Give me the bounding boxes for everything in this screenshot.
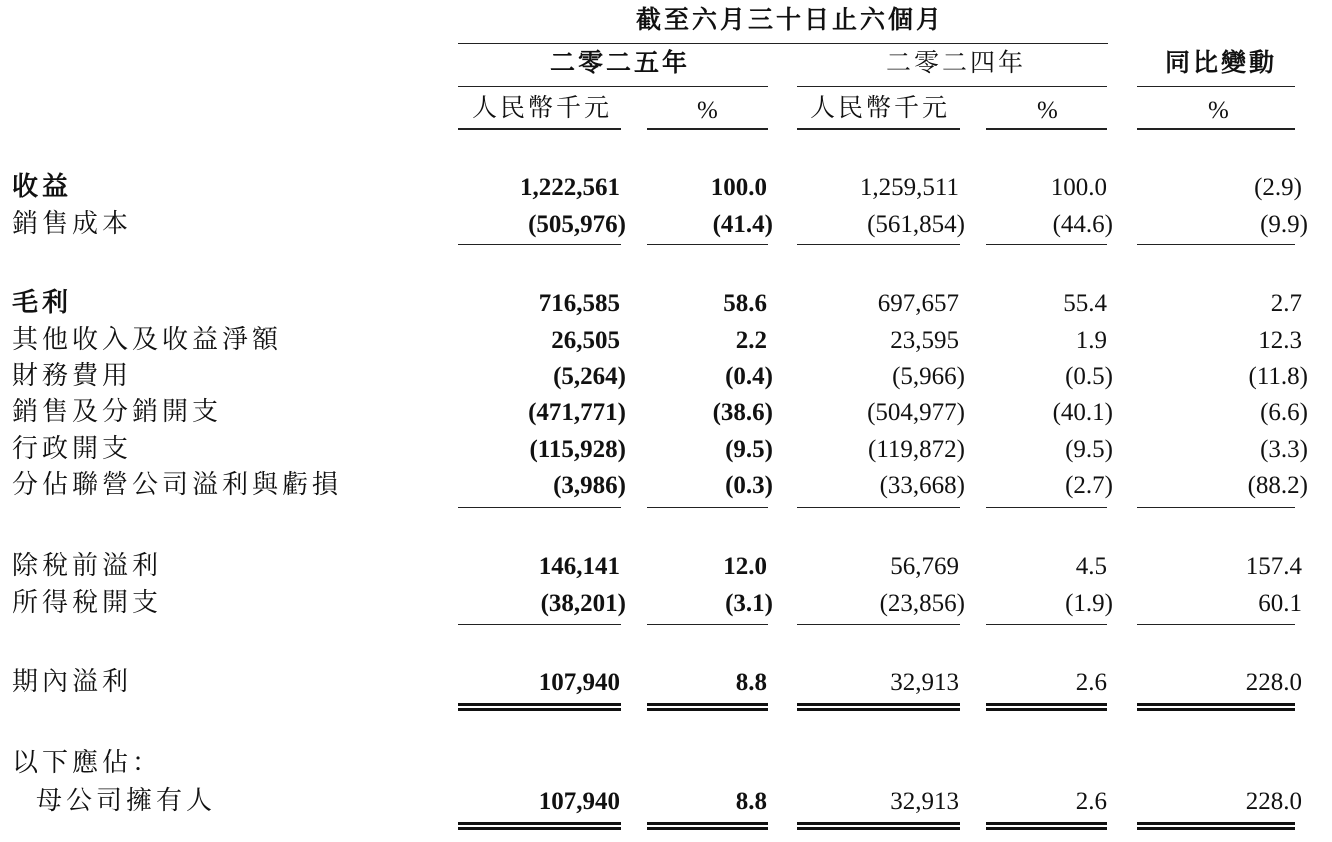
pct-2025: 58.6 [723,290,767,317]
value-2025: 107,940 [538,669,620,696]
value-2024: (504,977) [867,399,965,426]
pct-2025: 8.8 [735,669,767,696]
subtotal-rule [647,244,768,245]
total-double-rule [986,822,1107,830]
value-2024: (23,856) [879,590,965,617]
subtotal-rule [1137,624,1295,625]
total-double-rule [797,703,960,711]
pct-2024: 2.6 [1075,788,1107,815]
row-label: 除稅前溢利 [12,551,163,580]
col-rule [647,128,768,130]
subtotal-rule [647,624,768,625]
subtotal-rule [458,244,621,245]
row-label: 毛利 [12,288,73,317]
value-2025: (115,928) [529,436,626,463]
row-label: 銷售及分銷開支 [12,397,223,426]
pct-2025: (0.3) [725,472,773,499]
yoy-change: (6.6) [1260,399,1308,426]
value-2025: 26,505 [551,327,620,354]
pct-2024: (40.1) [1052,399,1113,426]
pct-2024: 100.0 [1050,174,1107,201]
subtotal-rule [1137,507,1295,508]
row-label: 所得稅開支 [12,588,163,617]
pct-2024: 2.6 [1075,669,1107,696]
period-header: 截至六月三十日止六個月 [636,7,945,34]
yoy-change: 157.4 [1245,553,1302,580]
pct-2025: 12.0 [723,553,767,580]
row-label: 母公司擁有人 [36,786,217,815]
year-2024-header: 二零二四年 [886,50,1027,77]
value-2024: 1,259,511 [859,174,959,201]
yoy-change: (3.3) [1260,436,1308,463]
pct-2024: 55.4 [1063,290,1107,317]
value-2024: (33,668) [879,472,965,499]
year-2025-rule [458,86,768,87]
subtotal-rule [797,507,960,508]
yoy-change: (11.8) [1248,363,1308,390]
value-2025: (38,201) [540,590,626,617]
yoy-change: 2.7 [1270,290,1302,317]
value-2024: (119,872) [868,436,965,463]
col-rule [1137,128,1295,130]
pct-2024: (44.6) [1052,211,1113,238]
yoy-change: 12.3 [1258,327,1302,354]
value-2025: (3,986) [553,472,626,499]
subtotal-rule [797,624,960,625]
value-2024: 32,913 [890,788,959,815]
total-double-rule [458,822,621,830]
col-rule [986,128,1107,130]
col-rule [797,128,960,130]
row-label: 財務費用 [12,361,133,390]
subtotal-rule [458,624,621,625]
unit-rmb-2025: 人民幣千元 [472,95,613,122]
value-2024: 32,913 [890,669,959,696]
yoy-change: 60.1 [1258,590,1302,617]
total-double-rule [458,703,621,711]
yoy-change: (88.2) [1247,472,1308,499]
value-2024: 697,657 [877,290,959,317]
pct-2024: (2.7) [1065,472,1113,499]
total-double-rule [1137,822,1295,830]
total-double-rule [986,703,1107,711]
value-2025: 107,940 [538,788,620,815]
total-double-rule [647,822,768,830]
pct-2025-header: % [697,97,721,124]
value-2025: 146,141 [538,553,620,580]
row-label: 其他收入及收益淨額 [12,325,283,354]
yoy-rule [1137,86,1295,87]
value-2025: (505,976) [528,211,626,238]
row-label: 行政開支 [12,434,133,463]
pct-2025: (3.1) [725,590,773,617]
year-2024-rule [797,86,1107,87]
yoy-change: 228.0 [1245,669,1302,696]
row-label: 期內溢利 [12,667,133,696]
subtotal-rule [458,507,621,508]
value-2025: 1,222,561 [520,174,620,201]
total-double-rule [647,703,768,711]
subtotal-rule [797,244,960,245]
subtotal-rule [1137,244,1295,245]
yoy-change: (2.9) [1254,174,1302,201]
pct-2025: (9.5) [725,436,773,463]
value-2024: 56,769 [890,553,959,580]
period-header-rule [458,43,1108,44]
pct-2025: (41.4) [712,211,773,238]
value-2025: 716,585 [538,290,620,317]
pct-2024: 4.5 [1075,553,1107,580]
yoy-change: (9.9) [1260,211,1308,238]
pct-2024: 1.9 [1075,327,1107,354]
pct-2025: 2.2 [735,327,767,354]
value-2024: (561,854) [867,211,965,238]
row-label: 分佔聯營公司溢利與虧損 [12,470,343,499]
total-double-rule [797,822,960,830]
row-label: 收益 [12,172,73,201]
pct-2024-header: % [1037,97,1061,124]
unit-rmb-2024: 人民幣千元 [810,95,951,122]
pct-yoy-header: % [1208,97,1232,124]
year-2025-header: 二零二五年 [550,50,691,77]
pct-2025: (0.4) [725,363,773,390]
total-double-rule [1137,703,1295,711]
pct-2025: (38.6) [712,399,773,426]
subtotal-rule [647,507,768,508]
yoy-change-header: 同比變動 [1165,50,1278,77]
value-2024: 23,595 [890,327,959,354]
col-rule [458,128,621,130]
row-label: 銷售成本 [12,209,133,238]
value-2025: (5,264) [553,363,626,390]
subtotal-rule [986,624,1107,625]
attributable-heading: 以下應佔： [12,748,163,777]
pct-2024: (1.9) [1065,590,1113,617]
pct-2024: (9.5) [1065,436,1113,463]
pct-2025: 100.0 [710,174,767,201]
pct-2025: 8.8 [735,788,767,815]
pct-2024: (0.5) [1065,363,1113,390]
value-2025: (471,771) [528,399,626,426]
value-2024: (5,966) [892,363,965,390]
subtotal-rule [986,507,1107,508]
subtotal-rule [986,244,1107,245]
yoy-change: 228.0 [1245,788,1302,815]
